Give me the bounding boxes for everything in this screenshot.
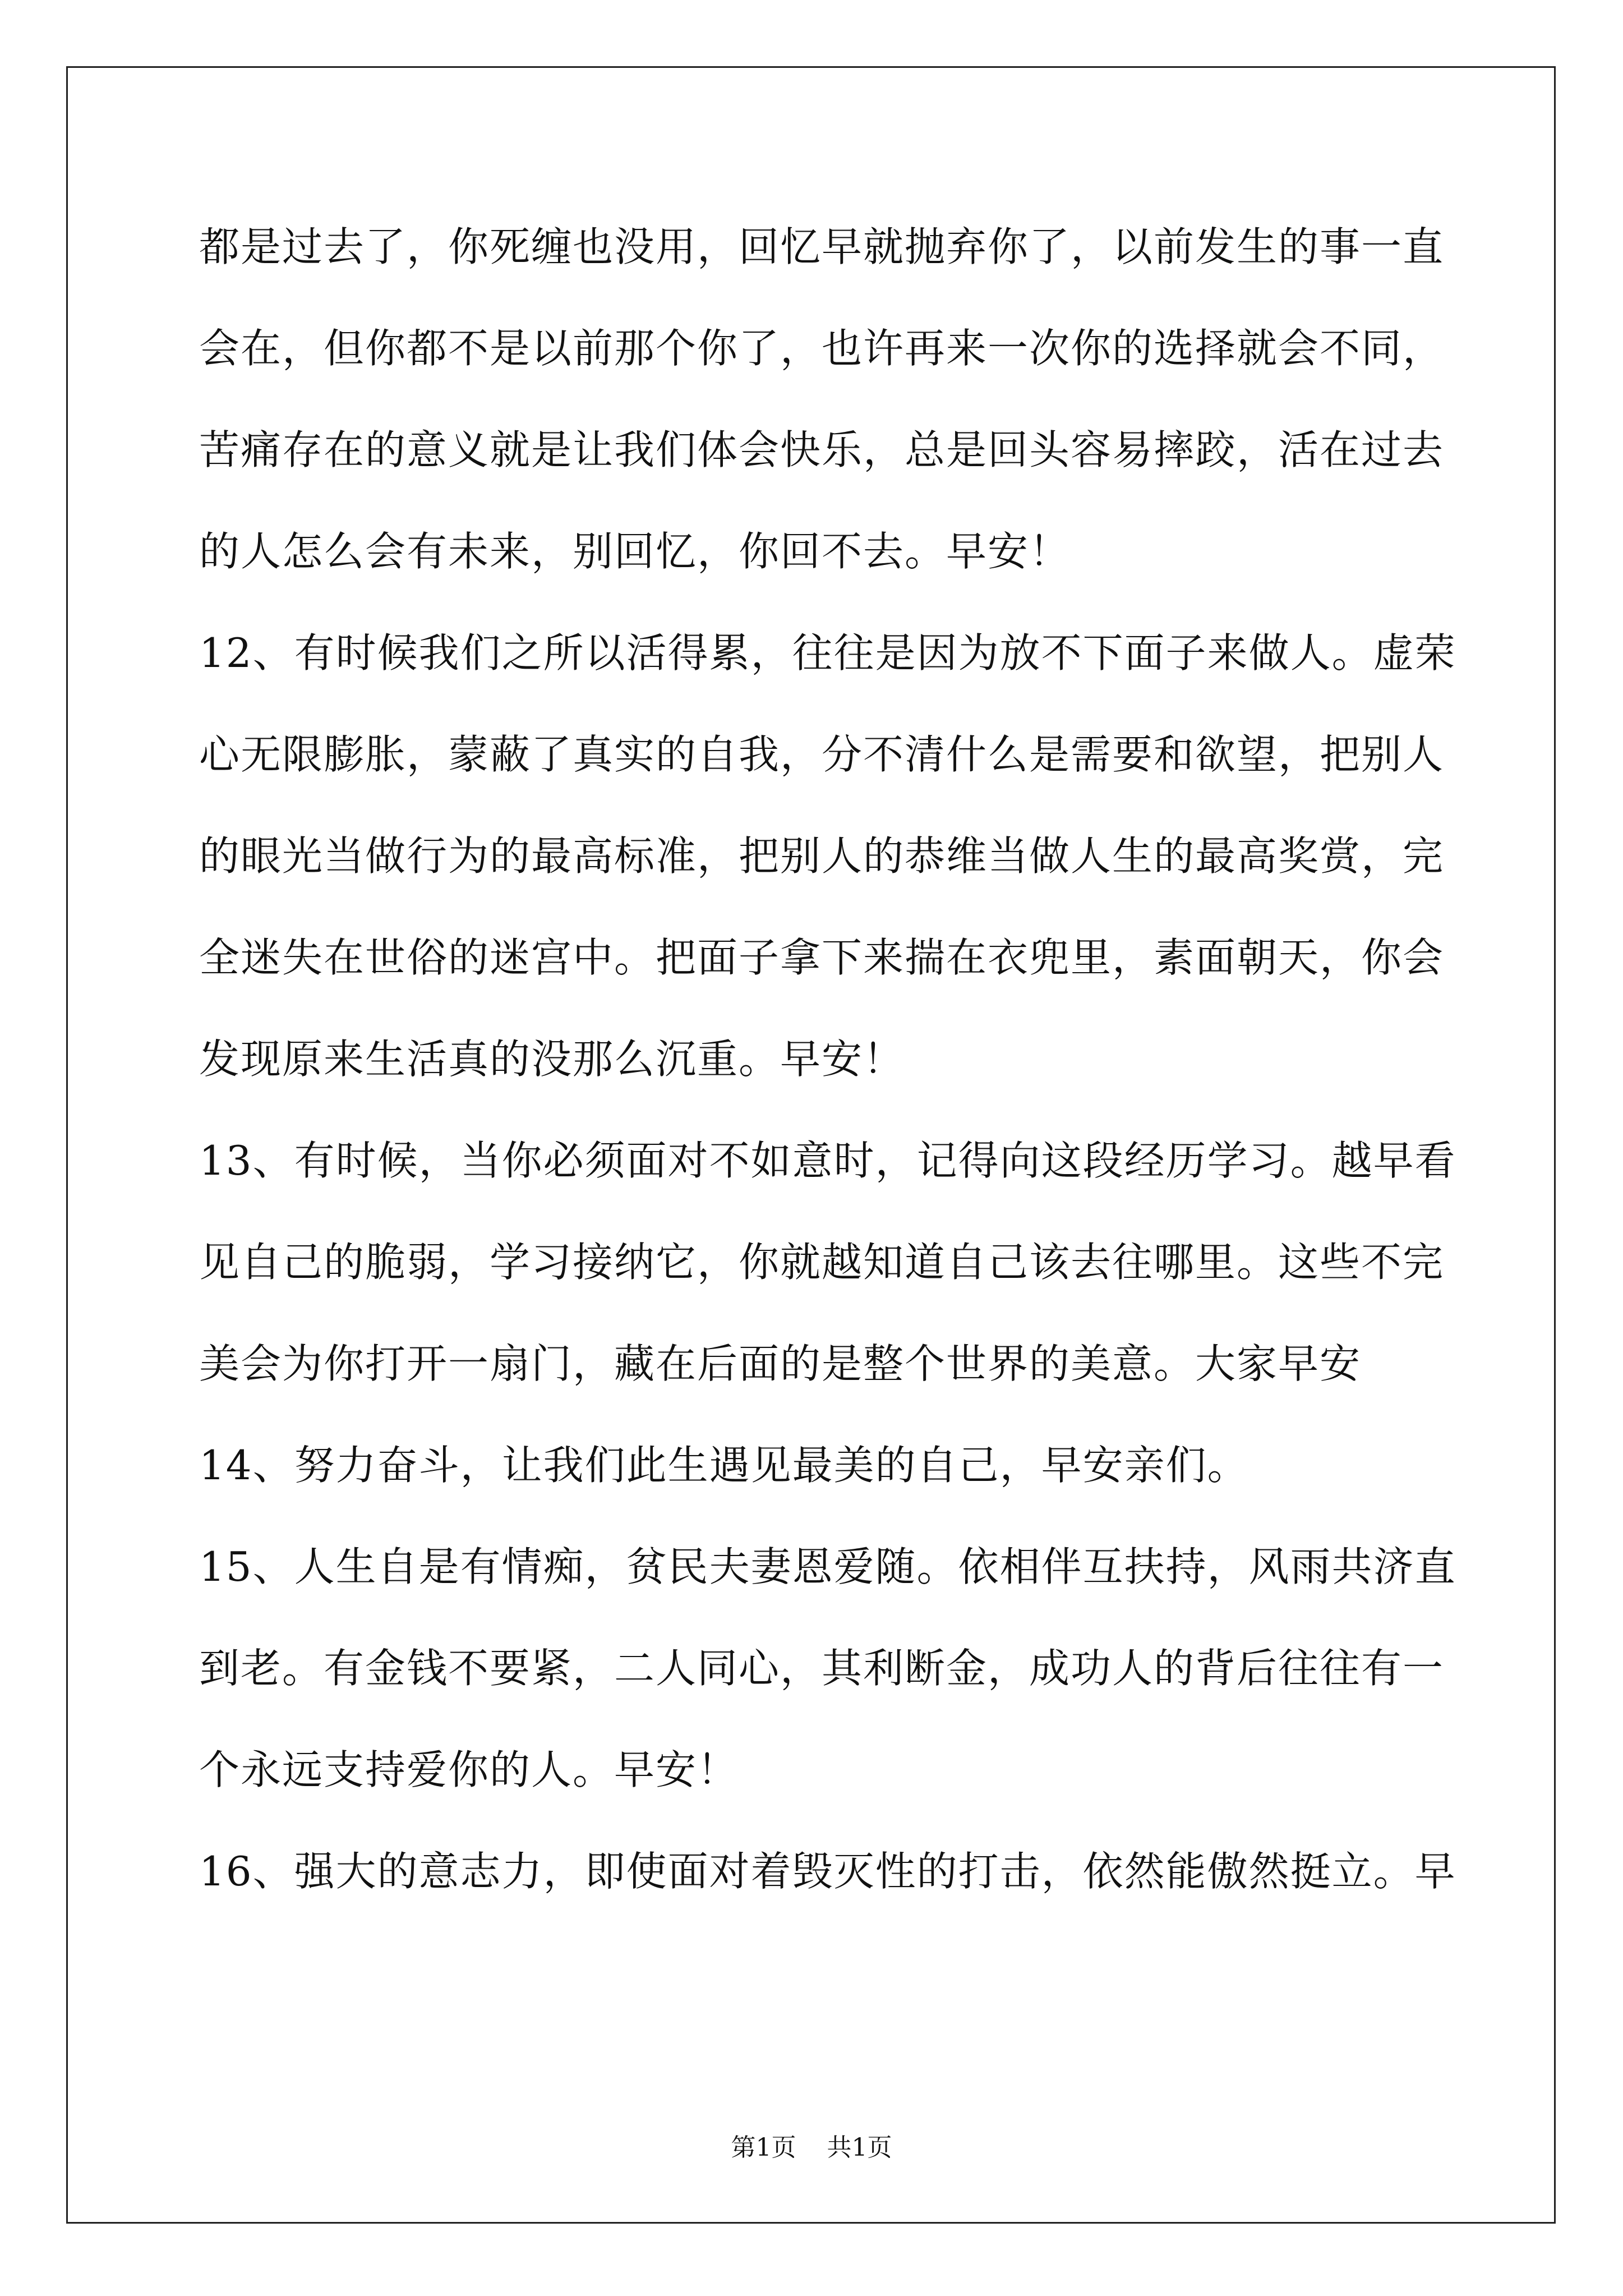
text-line: 会在，但你都不是以前那个你了，也许再来一次你的选择就会不同， (199, 325, 1445, 372)
text-line: 16、强大的意志力，即使面对着毁灭性的打击，依然能傲然挺立。早 (199, 1848, 1456, 1895)
text-line: 的眼光当做行为的最高标准，把别人的恭维当做人生的最高奖赏，完 (199, 832, 1445, 880)
text-line: 12、有时候我们之所以活得累，往往是因为放不下面子来做人。虚荣 (199, 629, 1456, 677)
text-line: 15、人生自是有情痴，贫民夫妻恩爱随。依相伴互扶持，风雨共济直 (199, 1543, 1456, 1590)
text-line: 苦痛存在的意义就是让我们体会快乐，总是回头容易摔跤，活在过去 (199, 426, 1445, 473)
page-number-current: 第1页 (731, 2133, 796, 2162)
text-line: 13、有时候，当你必须面对不如意时，记得向这段经历学习。越早看 (199, 1137, 1456, 1184)
text-line: 个永远支持爱你的人。早安！ (199, 1746, 739, 1793)
document-body (199, 219, 1456, 1945)
text-line: 心无限膨胀，蒙蔽了真实的自我，分不清什么是需要和欲望，把别人 (199, 731, 1445, 778)
text-line: 美会为你打开一扇门，藏在后面的是整个世界的美意。大家早安 (199, 1340, 1362, 1387)
text-line: 发现原来生活真的没那么沉重。早安！ (199, 1036, 905, 1083)
text-line: 的人怎么会有未来，别回忆，你回不去。早安！ (199, 528, 1071, 575)
page-footer (0, 2127, 1623, 2163)
text-line: 见自己的脆弱，学习接纳它，你就越知道自己该去往哪里。这些不完 (199, 1239, 1445, 1286)
text-line: 全迷失在世俗的迷宫中。把面子拿下来揣在衣兜里，素面朝天，你会 (199, 934, 1445, 981)
text-line: 到老。有金钱不要紧，二人同心，其利断金，成功人的背后往往有一 (199, 1645, 1445, 1692)
text-line: 都是过去了，你死缠也没用，回忆早就抛弃你了，以前发生的事一直 (199, 223, 1445, 270)
page-number-total: 共1页 (827, 2133, 892, 2162)
text-line: 14、努力奋斗，让我们此生遇见最美的自己，早安亲们。 (199, 1442, 1249, 1489)
